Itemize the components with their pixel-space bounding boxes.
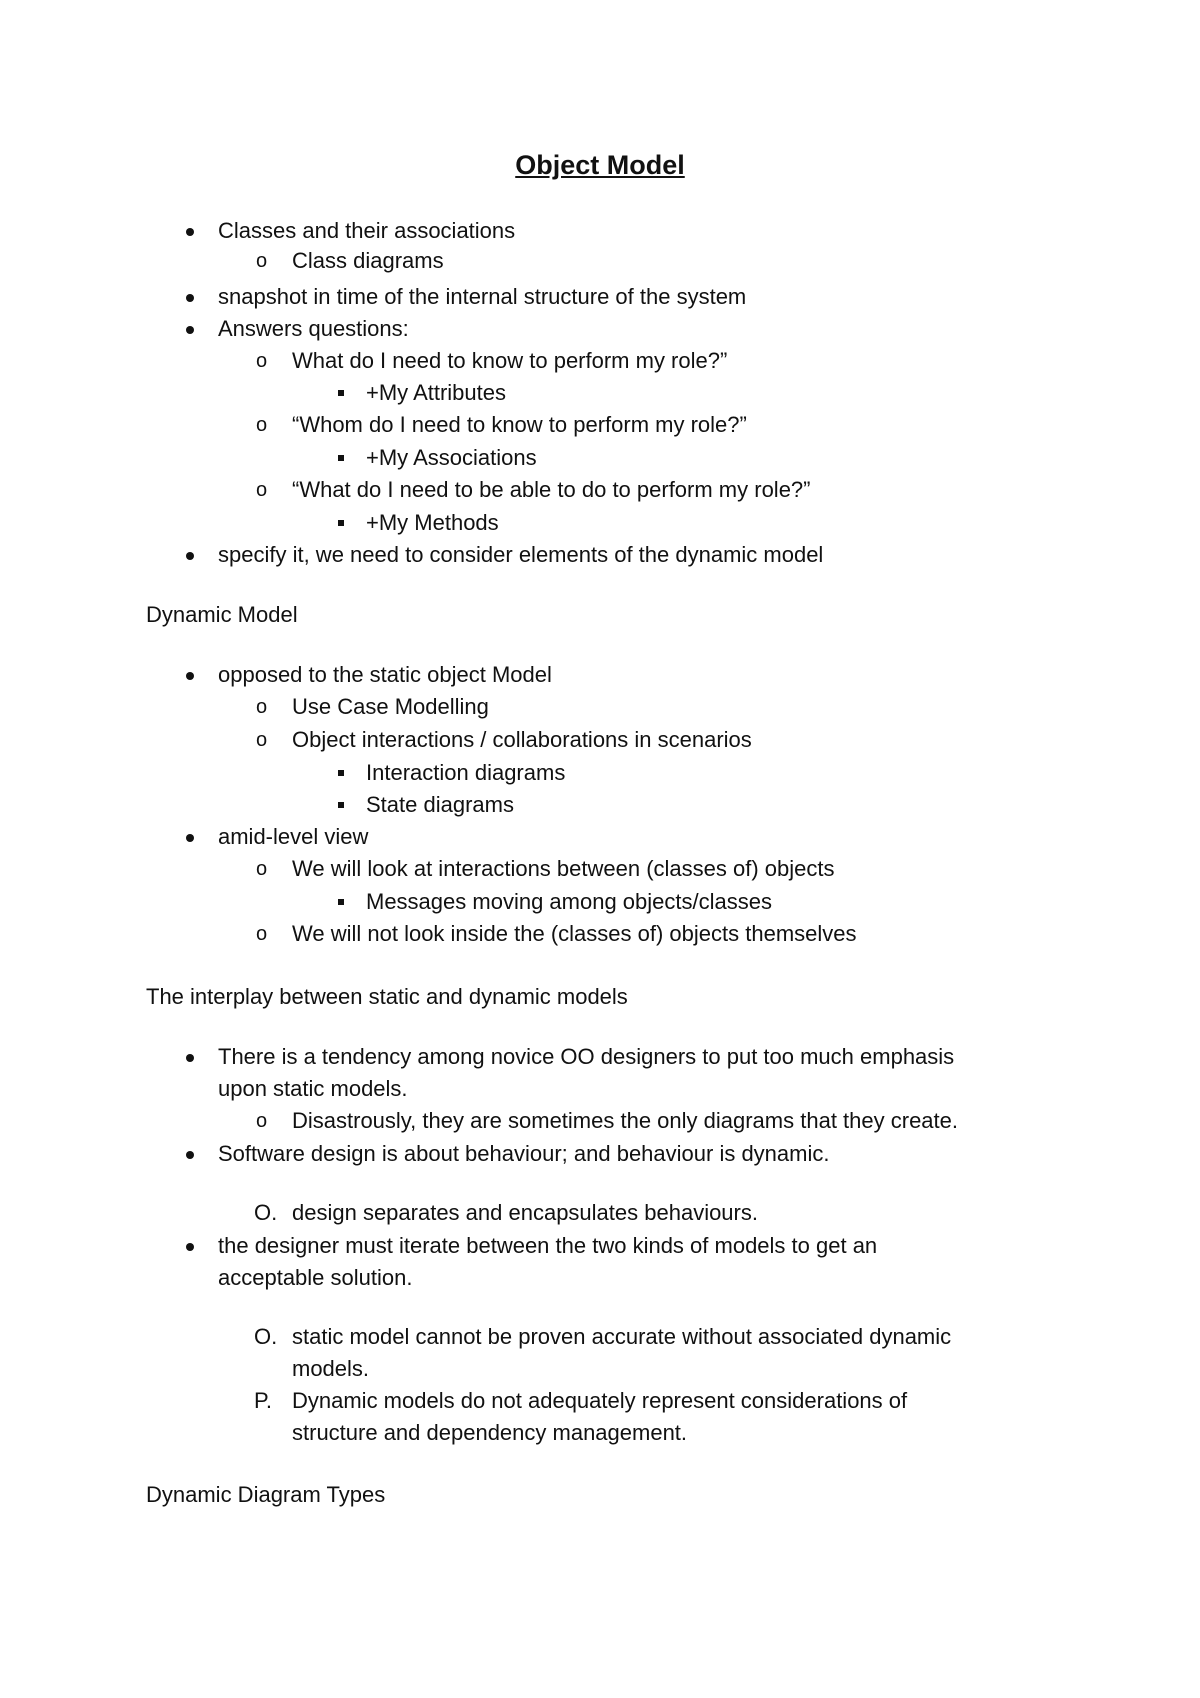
bullet-circle: o xyxy=(256,858,268,880)
list-item: “What do I need to be able to do to perform my role?” xyxy=(292,477,811,502)
section-heading: Dynamic Model xyxy=(146,602,298,627)
bullet-dot xyxy=(186,1243,194,1251)
bullet-dot xyxy=(186,326,194,334)
bullet-dot xyxy=(186,672,194,680)
bullet-dot xyxy=(186,228,194,236)
list-item: Object interactions / collaborations in scenarios xyxy=(292,727,752,752)
bullet-circle: o xyxy=(256,350,268,372)
list-item: Use Case Modelling xyxy=(292,694,489,719)
list-item-continuation: acceptable solution. xyxy=(218,1265,413,1290)
list-item: “Whom do I need to know to perform my role?” xyxy=(292,412,747,437)
bullet-circle: o xyxy=(256,1110,268,1132)
list-item: opposed to the static object Model xyxy=(218,662,552,687)
bullet-dot xyxy=(186,552,194,560)
bullet-circle: o xyxy=(256,923,268,945)
list-item: Classes and their associations xyxy=(218,218,516,243)
list-item: We will not look inside the (classes of) objects themselves xyxy=(292,921,857,946)
list-item: There is a tendency among novice OO designers to put too much emphasis xyxy=(218,1044,955,1069)
list-marker: P. xyxy=(254,1388,272,1413)
page-title: Object Model xyxy=(515,150,685,180)
list-item: Disastrously, they are sometimes the only diagrams that they create. xyxy=(292,1108,958,1133)
list-item: Messages moving among objects/classes xyxy=(366,889,772,914)
bullet-square xyxy=(338,455,344,461)
bullet-circle: o xyxy=(256,479,268,501)
section-heading: Dynamic Diagram Types xyxy=(146,1482,386,1507)
list-item-continuation: upon static models. xyxy=(218,1076,408,1101)
bullet-square xyxy=(338,520,344,526)
list-item: Dynamic models do not adequately represent considerations of xyxy=(292,1388,908,1413)
list-item: Class diagrams xyxy=(292,248,444,273)
bullet-dot xyxy=(186,834,194,842)
list-item: the designer must iterate between the two kinds of models to get an xyxy=(218,1233,878,1258)
bullet-circle: o xyxy=(256,250,268,272)
list-item: +My Methods xyxy=(366,510,499,535)
bullet-square xyxy=(338,390,344,396)
bullet-square xyxy=(338,802,344,808)
bullet-circle: o xyxy=(256,414,268,436)
list-marker: O. xyxy=(254,1324,278,1349)
list-item: We will look at interactions between (classes of) objects xyxy=(292,856,835,881)
list-item: specify it, we need to consider elements of the dynamic model xyxy=(218,542,824,567)
list-item: Interaction diagrams xyxy=(366,760,566,785)
list-item-continuation: structure and dependency management. xyxy=(292,1420,688,1445)
list-item: +My Attributes xyxy=(366,380,507,405)
bullet-square xyxy=(338,899,344,905)
section-heading: The interplay between static and dynamic models xyxy=(146,984,628,1009)
bullet-dot xyxy=(186,294,194,302)
list-item: design separates and encapsulates behaviours. xyxy=(292,1200,758,1225)
bullet-dot xyxy=(186,1054,194,1062)
list-item: snapshot in time of the internal structure of the system xyxy=(218,284,747,309)
list-item: +My Associations xyxy=(366,445,537,470)
list-item: What do I need to know to perform my role?” xyxy=(292,348,728,373)
list-item: static model cannot be proven accurate without associated dynamic xyxy=(292,1324,952,1349)
list-item: State diagrams xyxy=(366,792,514,817)
list-item-continuation: models. xyxy=(292,1356,370,1381)
list-item: amid-level view xyxy=(218,824,369,849)
bullet-square xyxy=(338,770,344,776)
list-marker: O. xyxy=(254,1200,278,1225)
bullet-circle: o xyxy=(256,696,268,718)
bullet-circle: o xyxy=(256,729,268,751)
list-item: Answers questions: xyxy=(218,316,409,341)
bullet-dot xyxy=(186,1151,194,1159)
list-item: Software design is about behaviour; and behaviour is dynamic. xyxy=(218,1141,830,1166)
